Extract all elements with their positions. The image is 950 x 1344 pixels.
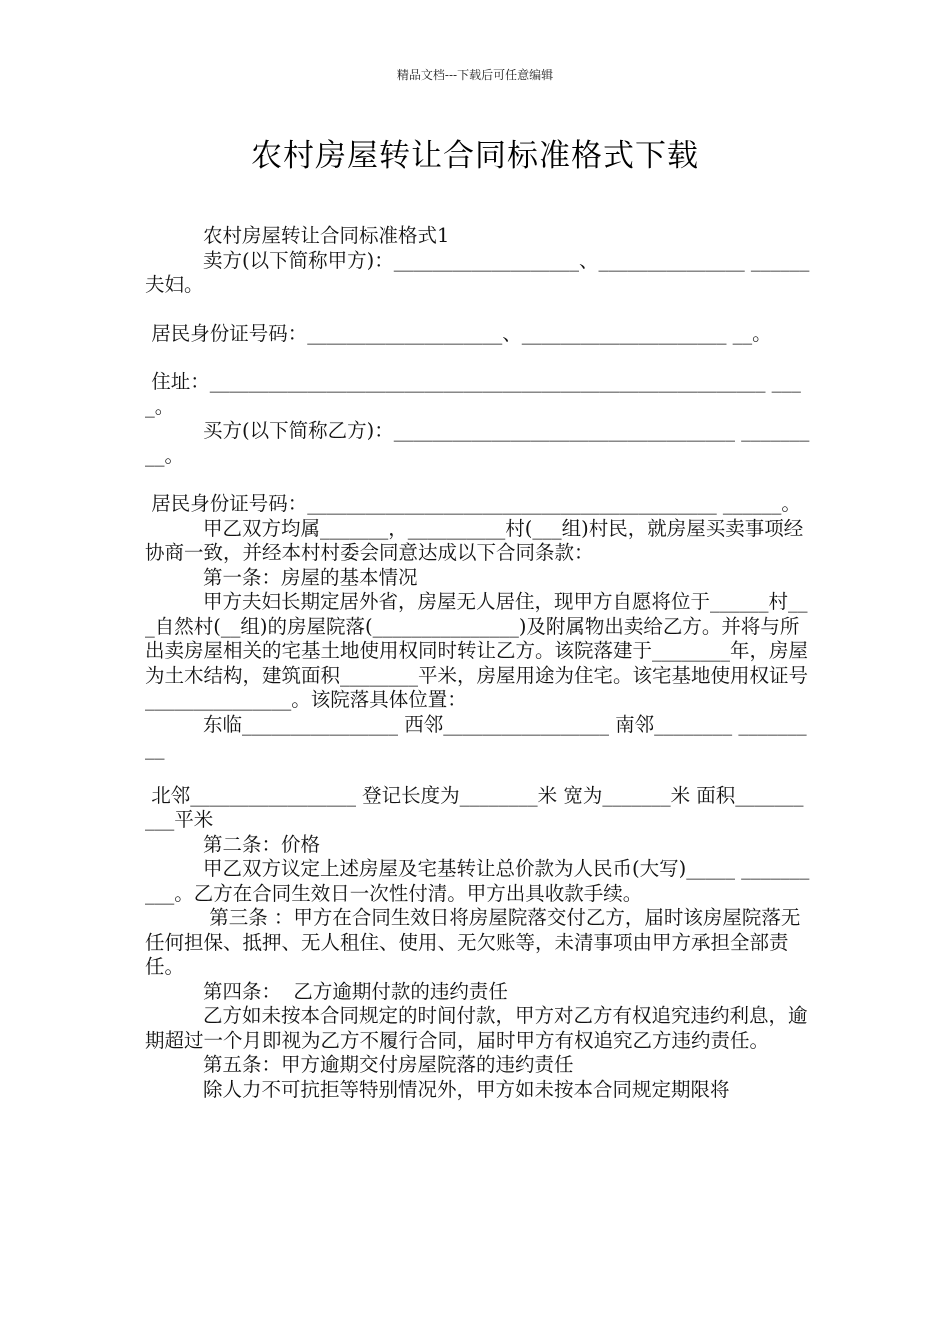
article-5-body: 除人力不可抗拒等特别情况外，甲方如未按本合同规定期限将: [203, 1077, 730, 1101]
buyer-line: 买方(以下简称乙方)：___________________________________ _________。: [145, 419, 810, 467]
article-1-body: 甲方夫妇长期定居外省，房屋无人居住，现甲方自愿将位于______村___自然村(__组)的房屋院落(_______________)及附属物出卖给乙方。并将与所出卖房屋相关的宅基土地使用权同时转让乙方。该院落建于________年，房屋为土木结构，建筑面积________平米，房屋用途为住宅。该宅基地使用权证号_______________。该院落具体位置：: [145, 590, 809, 711]
article-4-body: 乙方如未按本合同规定的时间付款，甲方对乙方有权追究违约利息，逾期超过一个月即视为乙方不履行合同，届时甲方有权追究乙方违约责任。: [145, 1004, 808, 1052]
article-2-heading: 第二条：价格: [203, 832, 321, 856]
boundaries-line: 东临________________ 西邻_________________ 南邻________ _________: [145, 712, 807, 760]
page-header: 精品文档---下载后可任意编辑: [396, 68, 554, 82]
article-3: 第三条 ：甲方在合同生效日将房屋院落交付乙方，届时该房屋院落无任何担保、抵押、无人租住、使用、无欠账等，未清事项由甲方承担全部责任。: [145, 906, 801, 978]
seller-address-line: 住址：_________________________________________________________ ____。: [145, 370, 801, 418]
article-4-heading: 第四条： 乙方逾期付款的违约责任: [203, 979, 508, 1003]
contract-body: [145, 224, 813, 1102]
article-5-heading: 第五条：甲方逾期交付房屋院落的违约责任: [203, 1053, 574, 1076]
article-2-body: 甲乙双方议定上述房屋及宅基转让总价款为人民币(大写)_____ __________。乙方在合同生效日一次性付清。甲方出具收款手续。: [145, 857, 810, 905]
buyer-id-line: 居民身份证号码：__________________________________________ ______。: [145, 492, 801, 515]
intro-paragraph: 甲乙双方均属_______，__________村(___组)村民，就房屋买卖事项经协商一致，并经本村村委会同意达成以下合同条款：: [145, 516, 804, 564]
article-1-heading: 第一条：房屋的基本情况: [203, 565, 418, 589]
section-heading: 农村房屋转让合同标准格式1: [203, 224, 450, 247]
seller-id-line: 居民身份证号码：____________________、_____________________ __。: [145, 321, 772, 345]
boundaries-line-2: 北邻_________________ 登记长度为________米 宽为_______米 面积__________平米: [145, 783, 804, 831]
document-title: 农村房屋转让合同标准格式下载: [251, 138, 699, 174]
seller-line: 卖方(以下简称甲方)：___________________、_______________ ______夫妇。: [145, 248, 810, 296]
